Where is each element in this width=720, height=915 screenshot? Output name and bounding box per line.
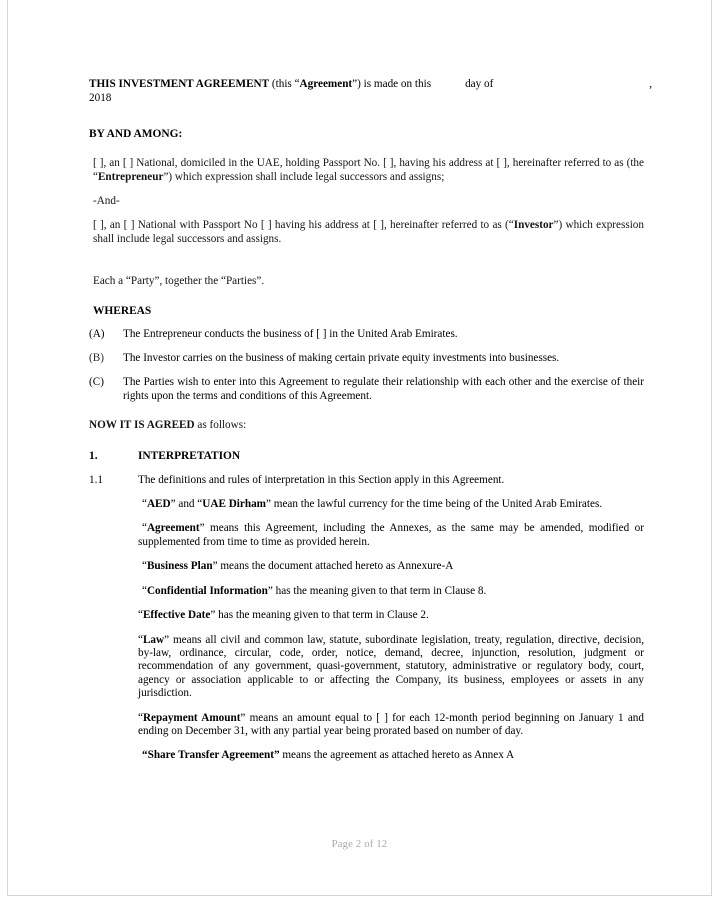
now-agreed-bold: NOW IT IS AGREED (89, 419, 195, 432)
definition-aed-term: AED (146, 498, 171, 511)
definition-repayment-amount (138, 712, 644, 739)
definition-share-transfer-agreement (138, 749, 644, 762)
definition-business-plan (138, 560, 644, 573)
clause-1-title: INTERPRETATION (138, 449, 241, 462)
investor-defined-term: Investor (513, 219, 554, 232)
definition-confidential-information-text: ” has the meaning given to that term in Clause 8. (267, 584, 487, 597)
clause-1-1-number: 1.1 (89, 473, 103, 486)
document-body (89, 78, 652, 763)
clause-1-1-text: The definitions and rules of interpretation in this Section apply in this Agreement. (138, 473, 505, 486)
definition-business-plan-open-quote: “ (142, 560, 147, 573)
entrepreneur-tail: ”) which expression shall include legal successors and assigns; (163, 170, 445, 183)
definition-share-transfer-agreement-text: means the agreement as attached hereto as Annex A (279, 749, 515, 762)
entrepreneur-party-paragraph (89, 157, 644, 184)
and-separator: -And- (93, 195, 120, 207)
definition-uae-dirham-term: UAE Dirham (202, 498, 266, 511)
title-after: ”) is made on this (352, 78, 432, 90)
agreement-title-line (89, 78, 652, 92)
investor-lead: [ ], an [ ] National with Passport No [ ] having his address at [ ], hereinafter referred to as (“ (93, 219, 514, 232)
recital-a (89, 328, 644, 341)
title-mid: (this “ (269, 78, 300, 90)
entrepreneur-defined-term: Entrepreneur (97, 170, 164, 183)
investor-party-paragraph (89, 219, 644, 246)
agreement-title: THIS INVESTMENT AGREEMENT (89, 78, 270, 90)
title-trailing-comma: , (649, 78, 652, 90)
by-and-among-heading: BY AND AMONG: (89, 128, 183, 141)
definition-law-open-quote: “ (138, 633, 143, 646)
definition-aed-open-quote: “ (142, 498, 147, 511)
definition-share-transfer-agreement-term (142, 749, 280, 761)
definition-agreement-text: ” means this Agreement, including the Annexes, as the same may be amended, modified or supplemented from time to time as provided herein. (138, 522, 644, 548)
each-party-paragraph: Each a “Party”, together the “Parties”. (93, 275, 265, 288)
definition-agreement-term: Agreement (146, 522, 200, 535)
definition-effective-date-term: Effective Date (142, 609, 211, 622)
definition-effective-date (138, 609, 644, 622)
recital-c-text: The Parties wish to enter into this Agreement to regulate their relationship with each other and the exercise of their rights upon the terms and conditions of this Agreement. (123, 376, 644, 402)
definition-aed-mid: ” and “ (170, 498, 203, 511)
definition-business-plan-term: Business Plan (146, 560, 213, 573)
whereas-heading: WHEREAS (93, 304, 152, 317)
definition-law-text: ” means all civil and common law, statute, subordinate legislation, treaty, regulation, directive, decision, by-law, ordinance, circular, code, order, notice, demand, decree, injunction, resolution, judgment or recommendation of any government, quasi-government, statutory, administrative or regulatory body, court, agency or association applicable to or affecting the Company, its business, employees or assets in any jurisdiction. (138, 633, 644, 700)
definition-confidential-information-term: Confidential Information (146, 584, 268, 597)
recital-b (89, 352, 644, 365)
definition-business-plan-text: ” means the document attached hereto as Annexure-A (212, 560, 454, 573)
definition-share-transfer-open-quote: “ (142, 749, 148, 762)
definition-confidential-information-open-quote: “ (142, 584, 147, 597)
definition-aed (138, 498, 644, 511)
document-page (7, 0, 712, 896)
recital-b-text: The Investor carries on the business of making certain private equity investments into businesses. (123, 352, 560, 365)
clause-1-1 (89, 474, 644, 487)
agreement-year: 2018 (89, 91, 112, 104)
definition-aed-text: ” mean the lawful currency for the time being of the United Arab Emirates. (266, 498, 603, 511)
investor-tail: ”) which expression shall include legal successors and assigns. (93, 219, 644, 245)
clause-1-heading (89, 449, 644, 463)
recital-a-text: The Entrepreneur conducts the business of [ ] in the United Arab Emirates. (123, 327, 458, 340)
page-footer: Page 2 of 12 (331, 839, 388, 850)
now-it-is-agreed (89, 419, 644, 432)
recital-b-marker: (B) (89, 352, 104, 365)
recital-a-marker: (A) (89, 327, 105, 340)
definition-agreement (138, 522, 644, 549)
definition-share-transfer-term-text: Share Transfer Agreement” (147, 749, 280, 762)
entrepreneur-lead: [ ], an [ ] National, domiciled in the UAE, holding Passport No. [ ], having his address at [ ], hereinafter referred to as (the “ (93, 157, 644, 183)
recital-c-marker: (C) (89, 376, 104, 389)
definition-repayment-amount-open-quote: “ (138, 711, 143, 724)
definition-confidential-information (138, 585, 644, 598)
title-day-of: day of (465, 78, 494, 90)
definition-law-term: Law (142, 633, 165, 646)
definition-repayment-amount-text: ” means an amount equal to [ ] for each 12-month period beginning on January 1 and ending on December 31, with any partial year being prorated based on number of day. (138, 711, 644, 737)
agreement-defined-term: Agreement (299, 78, 353, 90)
definition-effective-date-open-quote: “ (138, 609, 143, 622)
definition-agreement-open-quote: “ (142, 522, 147, 535)
clause-1-number: 1. (89, 449, 98, 462)
definition-effective-date-text: ” has the meaning given to that term in Clause 2. (210, 609, 429, 622)
now-agreed-rest: as follows: (194, 419, 247, 432)
recital-c (89, 376, 644, 403)
definition-law (138, 634, 644, 701)
definition-repayment-amount-term: Repayment Amount (142, 711, 241, 724)
